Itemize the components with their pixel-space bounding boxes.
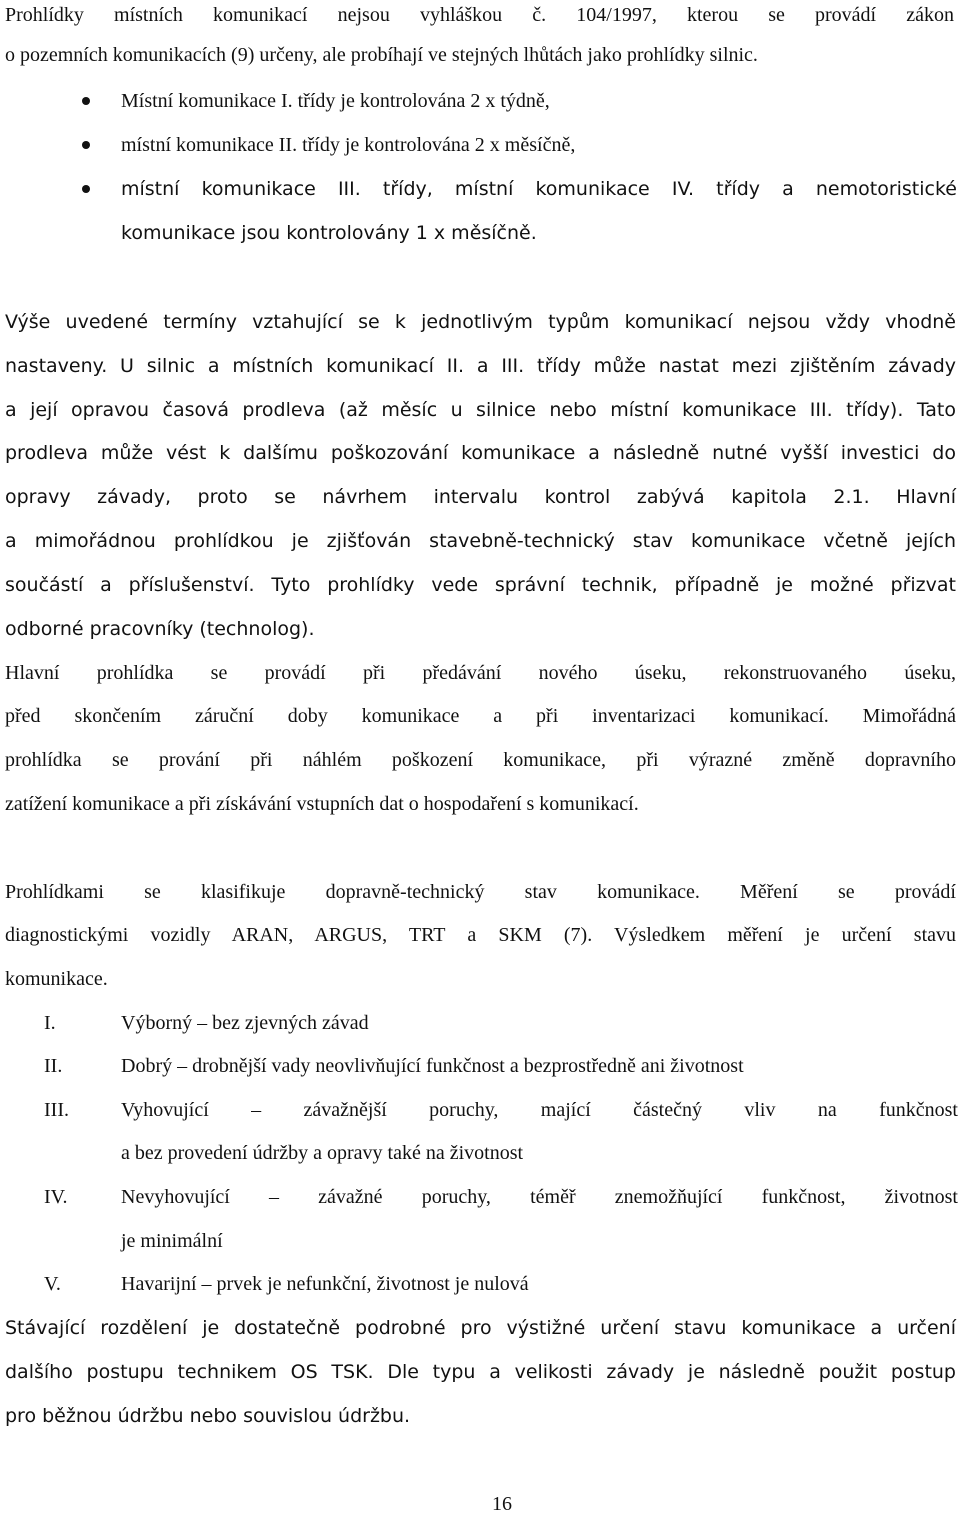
class-item-2 xyxy=(0,1054,960,1078)
paragraph-line: a její opravou časová prodleva (až měsíc u silnice nebo místní komunikace III. třídy). Tato xyxy=(5,399,956,421)
paragraph-line: Hlavní prohlídka se provádí při předávání nového úseku, rekonstruovaného úseku, xyxy=(5,662,956,684)
class-number: V. xyxy=(44,1273,61,1295)
bullet-item-1: Místní komunikace I. třídy je kontrolována 2 x týdně, xyxy=(121,90,550,112)
class-number: III. xyxy=(44,1099,69,1121)
class-item-3 xyxy=(0,1098,960,1122)
paragraph-line: diagnostickými vozidly ARAN, ARGUS, TRT a SKM (7). Výsledkem měření je určení stavu xyxy=(5,924,956,946)
paragraph-line: a mimořádnou prohlídkou je zjišťován stavebně-technický stav komunikace včetně jejích xyxy=(5,530,956,552)
paragraph-line: nastaveny. U silnic a místních komunikací II. a III. třídy může nastat mezi zjištěním závady xyxy=(5,355,956,377)
paragraph-line: Stávající rozdělení je dostatečně podrobné pro výstižné určení stavu komunikace a určení xyxy=(5,1317,956,1339)
class-item-4-cont xyxy=(0,1229,960,1253)
paragraph-line: pro běžnou údržbu nebo souvislou údržbu. xyxy=(5,1405,411,1427)
class-item-5 xyxy=(0,1272,960,1296)
class-number: IV. xyxy=(44,1186,68,1208)
class-item-3-cont xyxy=(0,1141,960,1165)
class-text: Havarijní – prvek je nefunkční, životnost je nulová xyxy=(121,1273,529,1295)
class-item-1 xyxy=(0,1011,960,1035)
paragraph-line: před skončením záruční doby komunikace a při inventarizaci komunikací. Mimořádná xyxy=(5,705,956,727)
paragraph-line: odborné pracovníky (technolog). xyxy=(5,618,315,640)
paragraph-line: Prohlídkami se klasifikuje dopravně-technický stav komunikace. Měření se provádí xyxy=(5,881,956,903)
paragraph-line: komunikace. xyxy=(5,968,108,990)
bullet-icon xyxy=(82,185,90,193)
class-item-4 xyxy=(0,1185,960,1209)
class-number: I. xyxy=(44,1012,56,1034)
class-text: a bez provedení údržby a opravy také na životnost xyxy=(121,1142,524,1164)
paragraph-line: součástí a příslušenství. Tyto prohlídky vede správní technik, případně je možné přizvat xyxy=(5,574,956,596)
bullet-item-2: místní komunikace II. třídy je kontrolována 2 x měsíčně, xyxy=(121,134,576,156)
class-number: II. xyxy=(44,1055,63,1077)
bullet-item-3: místní komunikace III. třídy, místní komunikace IV. třídy a nemotoristické xyxy=(121,178,957,200)
paragraph-line: prohlídka se prování při náhlém poškození komunikace, při výrazné změně dopravního xyxy=(5,749,956,771)
intro-line-2: o pozemních komunikacích (9) určeny, ale probíhají ve stejných lhůtách jako prohlídky silnic. xyxy=(5,44,758,66)
intro-line-1: Prohlídky místních komunikací nejsou vyhláškou č. 104/1997, kterou se provádí zákon xyxy=(5,4,954,26)
class-text: Výborný – bez zjevných závad xyxy=(121,1012,369,1034)
paragraph-line: opravy závady, proto se návrhem intervalu kontrol zabývá kapitola 2.1. Hlavní xyxy=(5,486,956,508)
bullet-icon xyxy=(82,141,90,149)
class-text: Nevyhovující – závažné poruchy, téměř znemožňující funkčnost, životnost xyxy=(121,1186,958,1208)
paragraph-line: Výše uvedené termíny vztahující se k jednotlivým typům komunikací nejsou vždy vhodně xyxy=(5,311,956,333)
bullet-icon xyxy=(82,97,90,105)
bullet-item-3-cont: komunikace jsou kontrolovány 1 x měsíčně. xyxy=(121,222,537,244)
class-text: Dobrý – drobnější vady neovlivňující funkčnost a bezprostředně ani životnost xyxy=(121,1055,744,1077)
page-number: 16 xyxy=(492,1493,512,1515)
paragraph-line: prodleva může vést k dalšímu poškozování komunikace a následně nutné vyšší investici do xyxy=(5,442,956,464)
class-text: je minimální xyxy=(121,1230,223,1252)
paragraph-line: zatížení komunikace a při získávání vstupních dat o hospodaření s komunikací. xyxy=(5,793,639,815)
paragraph-line: dalšího postupu technikem OS TSK. Dle typu a velikosti závady je následně použit postup xyxy=(5,1361,956,1383)
class-text: Vyhovující – závažnější poruchy, mající částečný vliv na funkčnost xyxy=(121,1099,958,1121)
